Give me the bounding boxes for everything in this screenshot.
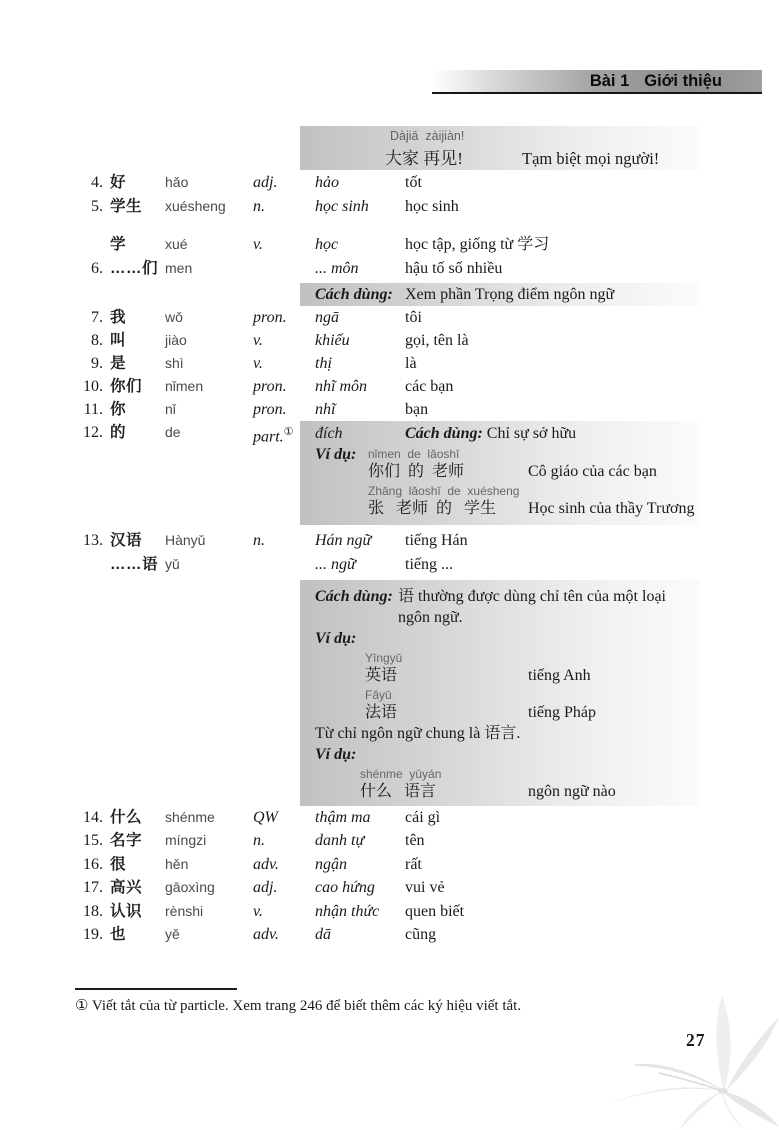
entry-pos: pron. <box>253 401 287 418</box>
example-vietnamese: tiếng Pháp <box>528 704 596 721</box>
entry-meaning: học tập, giống từ 学习 <box>405 236 550 253</box>
entry-pinyin: hǎo <box>165 174 189 190</box>
flower-decoration <box>604 995 779 1130</box>
entry-pos: adv. <box>253 855 279 873</box>
example-item <box>365 651 700 686</box>
footnote-marker: ① <box>283 426 294 438</box>
entry-hanzi: ……们 <box>110 260 159 277</box>
example-label: Ví dụ: <box>315 746 357 763</box>
entry-hanviet: hảo <box>315 174 339 191</box>
entry-meaning: là <box>405 355 417 372</box>
entry-number: 16. <box>83 855 103 873</box>
entry-hanviet: danh tự <box>315 832 365 850</box>
lesson-title: Giới thiệu <box>644 71 722 90</box>
vocab-row-18 <box>0 900 779 923</box>
entry-hanzi: 你 <box>110 401 127 418</box>
entry-number: 13. <box>83 532 103 549</box>
vocab-row-10 <box>0 375 779 398</box>
example-hanzi: 法语 <box>365 704 398 721</box>
usage-note: Từ chỉ ngôn ngữ chung là 语言. <box>315 725 521 742</box>
entry-pinyin: shì <box>165 355 184 371</box>
entry-meaning: gọi, tên là <box>405 332 469 349</box>
entry-hanviet: ngận <box>315 855 347 873</box>
vocab-row-15 <box>0 829 779 852</box>
footnote-text: Viết tắt của từ particle. Xem trang 246 để biết thêm các ký hiệu viết tắt. <box>88 998 522 1014</box>
entry-hanzi: 的 <box>110 424 127 441</box>
entry-meaning: hậu tố số nhiều <box>405 260 503 277</box>
footnote-divider <box>75 988 237 990</box>
vocab-row-17 <box>0 876 779 899</box>
entry-number: 11. <box>83 401 103 418</box>
vocab-row-xue <box>0 232 779 256</box>
entry-hanviet: dā <box>315 925 331 943</box>
vocab-row-12 <box>0 421 779 525</box>
example-hanzi: 英语 <box>365 667 398 684</box>
example-pinyin: Fǎyǔ <box>365 688 392 702</box>
entry-hanzi: 你们 <box>110 378 143 395</box>
entry-pos: pron. <box>253 378 287 395</box>
usage-text: Xem phần Trọng điểm ngôn ngữ <box>405 285 615 303</box>
example-item <box>365 688 700 723</box>
example-pinyin: shénme yǔyán <box>360 767 442 781</box>
entry-meaning: cũng <box>405 925 437 943</box>
entry-meaning: tiếng ... <box>405 556 453 573</box>
entry-pos: QW <box>253 809 278 826</box>
entry-pinyin: de <box>165 424 181 440</box>
usage-text: 语 thường được dùng chỉ tên của một loại ngôn ngữ. <box>398 588 666 626</box>
entry-hanviet: ... môn <box>315 260 359 277</box>
entry-hanzi: 好 <box>110 174 127 191</box>
entry-pos: v. <box>253 355 263 372</box>
usage-label: Cách dùng: <box>405 425 483 442</box>
entry-pinyin: nǐ <box>165 401 176 417</box>
entry-pinyin: rènshi <box>165 902 204 919</box>
entry-hanviet: nhĩ <box>315 401 336 418</box>
examples <box>368 445 694 519</box>
entry-pinyin: Hànyǔ <box>165 532 206 548</box>
entry-meaning: tiếng Hán <box>405 532 468 549</box>
vocab-row-16 <box>0 853 779 876</box>
entry-pos: adj. <box>253 879 278 897</box>
entry-number: 17. <box>83 879 103 897</box>
entry-hanviet: ngā <box>315 309 339 326</box>
entry-hanzi: 是 <box>110 355 127 372</box>
usage-note-bar <box>300 283 700 306</box>
entry-number: 9. <box>91 355 103 372</box>
entry-hanviet: học <box>315 236 339 253</box>
vocab-row-4 <box>0 170 779 194</box>
entry-number: 15. <box>83 832 103 850</box>
row-spacer <box>0 218 779 232</box>
entry-meaning: tốt <box>405 174 422 191</box>
entry-pinyin: jiào <box>165 332 187 348</box>
entry-pinyin: yě <box>165 925 180 942</box>
entry-pos: v. <box>253 236 263 253</box>
entry-meaning: các bạn <box>405 378 454 395</box>
example-item <box>360 767 700 802</box>
entry-meaning: tên <box>405 832 425 850</box>
entry-number: 7. <box>91 309 103 326</box>
entry-meaning: rất <box>405 855 422 873</box>
vocab-row-14 <box>0 806 779 829</box>
entry-pos: adv. <box>253 925 279 943</box>
entry-pos: n. <box>253 832 265 850</box>
entry-hanviet: ... ngữ <box>315 556 356 573</box>
entry-hanzi: 什么 <box>110 809 143 826</box>
example-label: Ví dụ: <box>315 630 357 647</box>
entry-pos: part.① <box>253 426 294 446</box>
entry-meaning: vui vẻ <box>405 879 445 897</box>
entry-hanzi: 学生 <box>110 198 143 215</box>
entry-meaning: cái gì <box>405 809 441 826</box>
entry-hanzi: 也 <box>110 925 127 943</box>
entry-hanviet: Hán ngữ <box>315 532 372 549</box>
entry-hanzi: 名字 <box>110 832 143 850</box>
example-pinyin: Yīngyǔ <box>365 651 403 665</box>
entry-hanviet: học sinh <box>315 198 369 215</box>
example-hanzi: 张 老师 的 学生 <box>368 500 497 517</box>
entry-hanzi: 我 <box>110 309 127 326</box>
entry-number: 6. <box>91 260 103 277</box>
entry-number: 5. <box>91 198 103 215</box>
entry-hanzi: 叫 <box>110 332 127 349</box>
intro-hanzi: 大家 再见! <box>385 149 463 168</box>
entry-number: 12. <box>83 424 103 441</box>
entry-number: 14. <box>83 809 103 826</box>
example-vietnamese: Học sinh của thầy Trương <box>528 500 695 517</box>
entry-pinyin: gāoxìng <box>165 879 215 896</box>
entry-pinyin: men <box>165 260 193 276</box>
entry-hanviet: thậm ma <box>315 809 371 826</box>
entry-hanzi: 学 <box>110 236 127 253</box>
entry-meaning: bạn <box>405 401 429 418</box>
usage-label: Cách dùng: <box>315 588 393 605</box>
entry-hanviet: nhĩ môn <box>315 378 367 395</box>
vocab-row-7 <box>0 306 779 329</box>
vocab-row-13 <box>0 528 779 576</box>
usage-text: Chỉ sự sở hữu <box>482 425 577 442</box>
entry-number: 10. <box>83 378 103 395</box>
usage-box-12 <box>300 421 700 525</box>
usage-box-13 <box>300 580 700 806</box>
entry-pos: n. <box>253 198 265 215</box>
entry-meaning: quen biết <box>405 902 465 920</box>
vocab-row-6 <box>0 256 779 280</box>
entry-hanzi: ……语 <box>110 556 159 573</box>
example-label: Ví dụ: <box>315 446 357 463</box>
entry-pos: n. <box>253 532 265 549</box>
entry-pinyin: xué <box>165 236 188 252</box>
entry-number: 4. <box>91 174 103 191</box>
entry-hanzi: 汉语 <box>110 532 143 549</box>
entry-hanviet: cao hứng <box>315 879 375 897</box>
vocab-row-19 <box>0 923 779 946</box>
entry-pinyin: hěn <box>165 855 189 872</box>
entry-pos: v. <box>253 902 263 920</box>
intro-pinyin: Dàjiā zàijiàn! <box>390 129 465 143</box>
entry-number: 19. <box>83 925 103 943</box>
usage-label: Cách dùng: <box>315 285 393 303</box>
entry-hanviet: khiếu <box>315 332 350 349</box>
example-hanzi: 什么 语言 <box>360 783 437 800</box>
example-vietnamese: ngôn ngữ nào <box>528 783 616 800</box>
entry-pos: v. <box>253 332 263 349</box>
entry-hanzi: 高兴 <box>110 879 143 897</box>
vocab-row-9 <box>0 352 779 375</box>
example-vietnamese: Cô giáo của các bạn <box>528 463 657 480</box>
entry-hanzi: 很 <box>110 855 127 873</box>
footnote-marker: ① <box>75 998 89 1014</box>
entry-meaning: tôi <box>405 309 422 326</box>
vocab-row-5 <box>0 194 779 218</box>
vocab-row-11 <box>0 398 779 421</box>
example-vietnamese: tiếng Anh <box>528 667 591 684</box>
intro-vietnamese: Tạm biệt mọi người! <box>522 149 660 168</box>
intro-phrase-box <box>300 126 700 170</box>
example-item <box>368 447 694 482</box>
lesson-number: Bài 1 <box>589 71 630 90</box>
entry-hanviet: thị <box>315 355 332 372</box>
example-pinyin: Zhāng lǎoshī de xuésheng <box>368 484 520 498</box>
chapter-header-bar <box>432 70 762 94</box>
entry-pinyin: wǒ <box>165 309 183 325</box>
entry-pinyin: xuésheng <box>165 198 226 214</box>
entry-hanviet: nhận thức <box>315 902 380 920</box>
entry-pinyin: shénme <box>165 809 215 825</box>
entry-number: 8. <box>91 332 103 349</box>
entry-pos: adj. <box>253 174 278 191</box>
vocabulary-list <box>0 170 779 946</box>
entry-number: 18. <box>83 902 103 920</box>
entry-pinyin: nǐmen <box>165 378 204 394</box>
entry-pinyin: míngzi <box>165 832 207 849</box>
entry-hanzi: 认识 <box>110 902 143 920</box>
entry-meaning: học sinh <box>405 198 459 215</box>
example-pinyin: nǐmen de lǎoshī <box>368 447 460 461</box>
footnote <box>75 988 655 1015</box>
page-number: 27 <box>686 1030 706 1050</box>
example-item <box>368 484 694 519</box>
entry-pos: pron. <box>253 309 287 326</box>
vocab-row-8 <box>0 329 779 352</box>
entry-hanviet: đích <box>315 425 343 442</box>
example-hanzi: 你们 的 老师 <box>368 463 465 480</box>
entry-pinyin: yǔ <box>165 556 180 572</box>
